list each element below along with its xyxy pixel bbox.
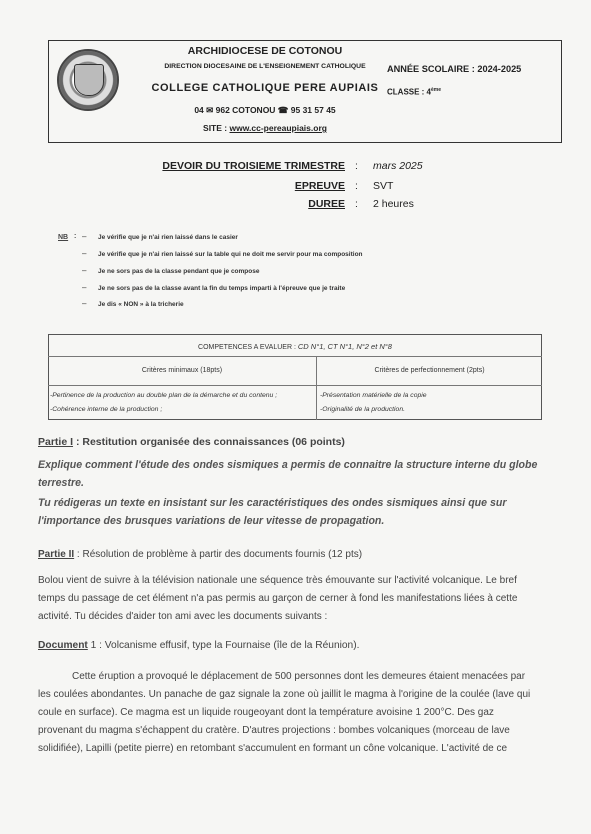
partie1-question-line: Tu rédigeras un texte en insistant sur les caractéristiques des ondes sismiques ainsi que sur bbox=[38, 497, 507, 509]
duree-label bbox=[150, 198, 345, 210]
document1-title: 1 : Volcanisme effusif, type la Fournaise (île de la Réunion). bbox=[87, 640, 360, 651]
nb-dash: – bbox=[82, 232, 87, 241]
table-column-divider bbox=[316, 356, 317, 420]
epreuve-colon: : bbox=[355, 180, 358, 192]
partie1-question-line: Explique comment l'étude des ondes sismiques a permis de connaitre la structure interne du globe bbox=[38, 459, 538, 471]
nb-item: Je ne sors pas de la classe avant la fin du temps imparti à l'épreuve que je traite bbox=[98, 285, 346, 292]
document1-heading bbox=[38, 640, 359, 651]
table-divider bbox=[48, 385, 542, 386]
nb-item: Je vérifie que je n'ai rien laissé dans le casier bbox=[98, 234, 238, 241]
epreuve-value: SVT bbox=[373, 180, 394, 192]
col2-header: Critères de perfectionnement (2pts) bbox=[374, 367, 485, 374]
document1-line: provenant du magma s'échappent du cratère. D'autres projections : bombes volcaniques (morceau de lave bbox=[38, 725, 510, 736]
duree-value: 2 heures bbox=[373, 198, 414, 210]
competences-title-codes: CD N°1, CT N°1, N°2 et N°8 bbox=[297, 342, 392, 351]
document1-label: Document bbox=[38, 640, 88, 651]
duree-colon: : bbox=[355, 198, 358, 210]
epreuve-label-text: EPREUVE bbox=[294, 180, 345, 192]
criterion-item: -Pertinence de la production au double plan de la démarche et du contenu ; bbox=[50, 392, 278, 399]
document1-line: Cette éruption a provoqué le déplacement de 500 personnes dont les demeures étaient menacées par bbox=[72, 671, 526, 682]
partie2-title: : Résolution de problème à partir des documents fournis (12 pts) bbox=[74, 549, 363, 560]
devoir-label-text: DEVOIR DU TROISIEME TRIMESTRE bbox=[162, 160, 345, 172]
school-contact: 04 ✉ 962 COTONOU ☎ 95 31 57 45 bbox=[194, 105, 336, 115]
nb-dash: – bbox=[82, 283, 87, 292]
partie2-intro-line: Bolou vient de suivre à la télévision nationale une séquence très émouvante sur l'activité volcanique. Le bref bbox=[38, 575, 517, 586]
partie1-question-line: l'importance des brusques variations de leur vitesse de propagation. bbox=[38, 515, 385, 527]
competences-title-prefix: COMPETENCES A EVALUER : bbox=[198, 344, 298, 351]
direction-title: DIRECTION DIOCESAINE DE L'ENSEIGNEMENT CATHOLIQUE bbox=[164, 63, 366, 70]
class-label: CLASSE : 4 bbox=[387, 87, 432, 97]
criterion-item: -Présentation matérielle de la copie bbox=[320, 392, 427, 399]
school-site bbox=[160, 123, 370, 133]
partie1-title: : Restitution organisée des connaissances (06 points) bbox=[73, 436, 345, 448]
devoir-label bbox=[150, 160, 345, 172]
site-link[interactable]: www.cc-pereaupiais.org bbox=[229, 123, 327, 133]
epreuve-label bbox=[150, 180, 345, 192]
document1-line: coule en surface). Ce magma est un liquide rougeoyant dont la température avoisine 1 200°C. Des gaz bbox=[38, 707, 494, 718]
partie1-label: Partie I bbox=[38, 436, 74, 448]
school-name: COLLEGE CATHOLIQUE PERE AUPIAIS bbox=[151, 82, 379, 94]
col1-header: Critères minimaux (18pts) bbox=[141, 367, 223, 374]
nb-item: Je ne sors pas de la classe pendant que je compose bbox=[98, 268, 260, 275]
school-year: ANNÉE SCOLAIRE : 2024-2025 bbox=[387, 64, 522, 74]
duree-label-text: DUREE bbox=[308, 198, 345, 210]
criterion-item: -Cohérence interne de la production ; bbox=[50, 406, 163, 413]
class-sup: ème bbox=[431, 87, 442, 93]
devoir-value: mars 2025 bbox=[373, 160, 423, 172]
archdiocese-title: ARCHIDIOCESE DE COTONOU bbox=[187, 45, 343, 57]
partie2-intro-line: activité. Tu décides d'aider ton ami avec les documents suivants : bbox=[38, 611, 328, 622]
partie1-heading bbox=[38, 436, 345, 448]
class-level bbox=[387, 87, 441, 97]
partie1-question-line: terrestre. bbox=[38, 477, 84, 489]
nb-dash: – bbox=[82, 266, 87, 275]
competences-title bbox=[48, 342, 542, 351]
site-label: SITE : bbox=[203, 123, 230, 133]
nb-dash: – bbox=[82, 299, 87, 308]
nb-label: NB bbox=[58, 234, 69, 241]
logo-shield-icon bbox=[74, 64, 104, 96]
partie2-heading bbox=[38, 549, 362, 560]
nb-dash: – bbox=[82, 249, 87, 258]
nb-item: Je dis « NON » à la tricherie bbox=[98, 301, 184, 308]
table-divider bbox=[48, 356, 542, 357]
document1-line: solidifiée), Lapilli (petite pierre) en retombant s'accumulent en formant un cône volcanique. L'activité de ce bbox=[38, 743, 508, 754]
criterion-item: -Originalité de la production. bbox=[320, 406, 406, 413]
partie2-intro-line: temps du passage de cet élément n'a pas permis au garçon de cerner à fond les manifestations liées à cette bbox=[38, 593, 518, 604]
document1-line: les coulées abondantes. Un panache de gaz signale la zone où jaillit le magma à l'origine de la coulée (lave qui bbox=[38, 689, 531, 700]
devoir-colon: : bbox=[355, 160, 358, 172]
partie2-label: Partie II bbox=[38, 549, 75, 560]
nb-colon: : bbox=[74, 233, 77, 240]
nb-item: Je vérifie que je n'ai rien laissé sur la table qui ne doit me servir pour ma composition bbox=[98, 251, 363, 258]
